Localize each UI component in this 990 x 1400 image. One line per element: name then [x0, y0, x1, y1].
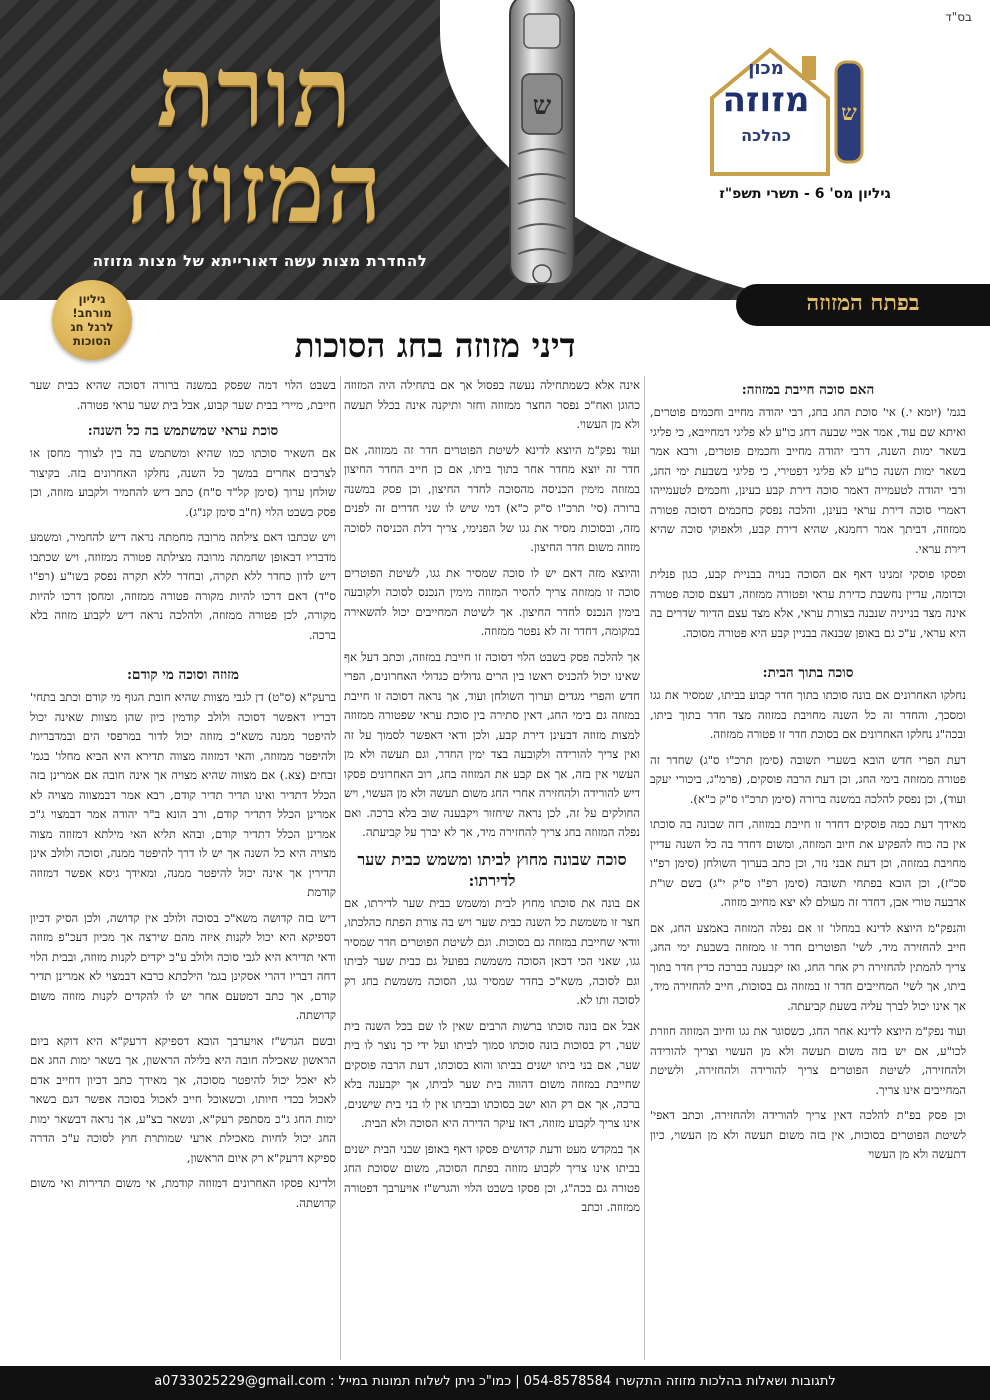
paragraph: דיש בזה קדושה משא"כ בסוכה ולולב אין קדושה, ולכן הסיק דכיון דספיקא היא יכול לקנות איזה מהם שירצה אך מכיון דעכ"פ מזוזה ודאי תדירא היא לגבי סוכה ולולב ע"כ יקדים לקנות מזוזה, ובבית הלוי דחה דבריו דהרי אסקינן בגמ' הילכתא כרבא דבמצוי לא אמרינן תדיר קודם, אך כתב דמטעם אחר יש לו להקדים לקנות מזוזה משום קדושתה.: [30, 910, 336, 1022]
section-heading: האם סוכה חייבת במזוזה:: [741, 382, 875, 398]
spacer: [30, 651, 336, 661]
section-heading: מזוזה וסוכה מי קודם:: [127, 667, 239, 683]
article-column-left: [30, 376, 336, 1360]
svg-text:ש: ש: [841, 100, 857, 126]
paragraph: והיוצא מזה דאם יש לו סוכה שמסיר את גגו, לשיטת הפוטרים סוכה זו ממזוזה צריך להסיר המזוזה מימין הנכנס לסוכה ולקובעה בימין הנכנס לחדר החיצון. אך לשיטת המחייבים יכול להשאירה במקומה, דחדר זה לא נפטר ממזוזה.: [344, 565, 640, 638]
paragraph: אינה אלא כשמתחילה נעשה בפסול אך אם בתחילה היה המזוזה כהוגן ואח"כ נפסר החצר ממזוזה וחזר ותיקנה אינה בכלל תעשה ולא מן העשוי.: [344, 378, 640, 431]
badge-line: גיליון: [78, 292, 106, 306]
paragraph: נחלקו האחרונים אם בונה סוכתו בתוך חדר קבוע בביתו, שמסיר את גגו ומסכך, והחדר זה כל השנה מחויבת במזוזה מצד חדר בתוך ביתו, ובכה"ג נחלקו האחרונים אם בסוכת חדר זו פטורה ממזוזה.: [650, 688, 966, 741]
paragraph: והנפק"מ היוצא לדינא במחלו' זו אם נפלה המזוזה באמצע החג, אם חייב להחזירה מיד, לשי' הפוטרים חדר זו ממזוזה בשבעת ימי החג, צריך להמתין להחזירה רק אחר החג, ואז יקבענה בברכה כדין חדר בתוך ביתו, אך לשי' המחייבים חדר זו במזוזה גם בסוכות, חייב להחזירה מיד, אך אינו יכול לברך עליה בשעת קביעתה.: [650, 920, 966, 1013]
section-heading: סוכה שבונה מחוץ לביתו ומשמש כבית שער לדירתו:: [357, 849, 627, 890]
paragraph: ועוד נפק"מ היוצא לדינא אחר החג, כשסוגר את גגו וחיוב המזוזה חוזרת לכו"ע, אם יש בזה משום תעשה ולא מן העשוי וצריך להורידה ולהחזירה, לשיטת הפוטרים צריך להורידה ולהחזירה, ולשיטת המחייבים אינו צריך.: [650, 1024, 966, 1097]
masthead-subtitle: להחדרת מצות עשה דאורייתא של מצות מזוזה: [92, 252, 428, 270]
expanded-issue-badge: [52, 280, 132, 360]
paragraph: ולדינא פסקו האחרונים דמזוזה קודמת, אי משום תדירות ואי משום קדושתה.: [30, 1176, 336, 1210]
paragraph: אם בונה את סוכתו מחוץ לבית ומשמש כבית שער לדירתו, אם חצר זו משמשת כל השנה כבית שער ויש בה צורת הפתח כהלכתו, וודאי שחייבת במזוזה גם בסוכות. וגם לשיטת הפוטרים חדר שמסיר גגו, שאני הכי דכאן הסוכה משמשת בפועל גם כבית שער לביתו וגם לסוכה, משא"כ בחדר שמסיר גגו, הסוכה משמשת בחג רק לסוכה ותו לא.: [344, 895, 640, 1007]
section-heading: סוכה בתוך הבית:: [762, 665, 854, 681]
issue-number: גיליון מס' 6 - תשרי תשפ"ז: [719, 186, 891, 202]
logo-text-bottom: כהלכה: [741, 126, 791, 145]
footer-bar: [0, 1366, 990, 1400]
column-divider: [644, 376, 645, 1360]
section-heading: סוכת עראי שמשתמש בה כל השנה:: [87, 423, 279, 439]
paragraph: מאידך דעת כמה פוסקים דחדר זו חייבת במזוזה, דזה שבונה בה סוכתו אין בה כוח להפקיע את חיוב המזוזה, ומשום דחדר בה כל השנה עדיין מחויבת במזוזה, וכן דעת אבני נזר, וכן כתב בערוך השולחן (סימן רפ"ו סכ"ז), וכן הובא בפתחי תשובה (סימן רפ"ו ס"ק י"ג) בשם שו"ת ארבעה טורי אבן, דחדר זה מעולם לא יצא מחיוב מזוזה.: [650, 817, 966, 909]
paragraph: ברעק"א (ס"ט) דן לגבי מצוות שהיא חובת הגוף מי קודם וכתב בתחי' דבריו דאפשר דסוכה ולולב קודמין כיון שהן מצוות שאינה יכול להיפטר ממנה משא"כ מזוזה יכול לדור במרפסי הים ובמדבריות ולהיפטר ממזוזה, והאי דמזוזה מצווה תדירא היא הביא מחלו' בגמ' זבחים (צא.) אם מצווה שהיא מצויה אך אינה חובה אם אמרינן בזה הכלל דתדיר ואינו תדיר תדיר קודם, רבא אמר דבמצווה מצויה לא אמרינן הכלל דתדיר קודם, ורב הונא ב"ר יהודה אמר דבמצוי ג"כ אמרינן הכלל דתדיר קודם, ובהא תליא האי מילתא דמזוזה מצוה מצויה היא כל השנה אך יש לו דרך להיפטר ממנה, וסוכה ולולב אינן תדירין אך אינה יכול להיפטר ממנה, ומאידך גיסא אפשר דמזוזה קודמת: [30, 690, 336, 899]
spacer: [650, 649, 966, 659]
paragraph: ופסקו פוסקי זמנינו דאף אם הסוכה בנויה בבניית קבע, כגון פנלית וכדומה, עדיין נחשבת כדירת עראי ופטורה ממזוזה, דעצם סוכה פטורה אינה מצד בנייניה שנבנה בצורת עראי, אלא מצד עצם הדיור שדרים בה היא עראי, ע"כ גם באופן שבנאה בבניין קבע היא פטורה מסוכה.: [650, 567, 966, 640]
article-column-right: [650, 376, 966, 1360]
institute-logo: [706, 42, 886, 182]
paragraph: אם השאיר סוכתו כמו שהיא ומשתמש בה בין לצורך מחסן או לצרכים אחרים במשך כל השנה, נחלקו האחרונים בזה. בקיצור שולחן ערוך (סימן קל"ד ס"ח) כתב דיש להחמיר ולקבוע מזוזה, וכן פסק בשבט הלוי (ח"ב סימן קנ"ג).: [30, 446, 336, 519]
paragraph: ובשם הגרש"ז אויערבך הובא דספיקא דרעק"א היא דוקא ביום הראשון שאכילה חובה היא בלילה הראשון, אך בשאר ימות החג אם לא יאכל יכול להיפטר מסוכה, אך מאידך כתב דכיון דחייב אדם לאכול בכדי חיותו, וכשאוכל חייב לאכול בסוכה אפשר דגם בשאר ימות החג ג"כ מסתפק רעק"א, ונשאר בצ"ע, אך נראה דבשאר ימות החג יכול לחיות מאכילת ארעי שמותרת חוץ לסוכה ע"כ הדרה ספיקא דרעק"א רק איום הראשון,: [30, 1033, 336, 1165]
paragraph: ועוד נפק"מ היוצא לדינא לשיטת הפוטרים חדר זה ממזוזה, אם חדר זה יוצא מחדר אחר בתוך ביתו, אם כן חייב החדר החיצון במזוזה מימין הכניסה מהסוכה לחדר החיצון, וכן פסק במשנה ברורה (סי' תרכ"ו ס"ק כ"א) דמי שיש לו שני חדרים זה לפנים מזה, ובסוכות מסיר את גגו של הפנימי, צריך דלת הכניסה לסוכה מזוזה משום חדר החיצון.: [344, 442, 640, 554]
paragraph: אך להלכה פסק בשבט הלוי דסוכה זו חייבת במזוזה, וכתב דעל אף שאינו יכול להכניס ראשו בין הרים גדולים כגדולי האחרונים, הפרי חדש והפרי מגדים וערוך השולחן ועוד, אך נראה דסוכה זו חייבת במזוזה גם בימי החג, דאין סתירה בין סוכת עראי שפטורה ממזוזה למצות מזוזה דבעינן דירת קבע, ולכן ודאי דאפשר לסמוך על זה ואין צריך להורידה ולקובעה בצד ימין החדר, וגם תעשה ולא מן העשוי אין בזה, אך אם קבע את המזוזה בחג, רוב האחרונים פסקו דיש להורידה ולהחזירה אחרי החג משום תעשה ולא מן העשוי, ויש החולקים על זה, לכן נראה שיחזור ויקבענה שוב בלא ברכה. ואם נפלה המזוזה בחג צריך להחזירה מיד, אך לא יברך על קביעתה.: [344, 649, 640, 839]
paragraph: דעת הפרי חדש הובא בשערי תשובה (סימן תרכ"ו ס"ג) שחדר זה פטורה ממזוזה בימי החג, וכן דעת הרבה פוסקים, (פרמ"ג, ביכורי יעקב ועוד), וכן נפסק להלכה במשנה ברורה (סימן תרכ"ו ס"ק כ"א).: [650, 752, 966, 806]
paragraph: וכן פסק בפ"ת להלכה דאין צריך להורידה ולהחזירה, וכתב דאפי' לשיטת הפוטרים בסוכות, אין בזה משום תעשה ולא מן העשוי, כיון דתעשה ולא מן העשוי: [650, 1108, 966, 1161]
paragraph: בשבט הלוי דמה שפסק במשנה ברורה דסוכה שהיא כבית שער חייבת, מיירי בבית שער קבוע, אבל בית שער עראי פטורה.: [30, 378, 336, 412]
section-tab-label: בפתח המזוזה: [806, 290, 920, 316]
badge-line: הסוכות: [73, 334, 111, 348]
article-column-middle: [344, 376, 640, 1360]
bsd-label: בס"ד: [945, 10, 972, 24]
masthead-title: תורת המזוזה: [126, 35, 384, 244]
logo-text-main: מזוזה: [722, 80, 810, 120]
column-divider: [340, 376, 341, 1360]
paragraph: בגמ' (יומא י.) אי' סוכת החג בחג, רבי יהודה מחייב וחכמים פוטרים, ואיתא שם עוד, אמר אביי שבעה דחג כו"ע לא פליגי דמחייבא, כי פליגי בשאר ימות השנה, דרבי יהודה מחייב וחכמים פוטרים, ורבא אמר בשאר ימות השנה כו"ע לא פליגי דפטירי, כי פליגי בשבעת ימי החג, ורבי יהודה לטעמייה דאמר סוכה דירת קבע בעינן, וחכמים לטעמייהו דאמרי סוכה דירת עראי בעינן, והלכה נפסק כחכמים דסוכה פטורה ממזוזה, דביתך אמר רחמנא, שהיא דירת קבע, ולאפוקי סוכה שהיא דירת עראי.: [650, 405, 966, 556]
logo-text-top: מכון: [748, 58, 784, 79]
badge-line: לרגל חג: [70, 320, 114, 334]
paragraph: אבל אם בונה סוכתו ברשות הרבים שאין לו שם בכל השנה בית שער, רק בסוכות בונה סוכתו סמוך לביתו ועל ידי כך נוצר לו בית שער, אם בני ביתו ישנים בביתו והוא בסוכתו, דעת הרבה פוסקים שחייבת במזוזה משום דהווה בית שער לביתו, אך יקבענה בלא ברכה, אך אם רק הוא ישב בסוכתו ובביתו אין לו בני בית שישנים, אינו צריך לקבוע מזוזה, דאז עיקר הדירה היא הסוכה ולא הבית.: [344, 1018, 640, 1130]
svg-text:ש: ש: [532, 91, 552, 121]
badge-line: מורחב!: [72, 306, 112, 320]
paragraph: אך במקדש מעט ודעת קדושים פסקו דאף באופן שבני הבית ישנים בביתו אינו צריך לקבוע מזוזה בפתח הסוכה, משום שסוכת החג פטורה גם בכה"ג, וכן פסקו בשבט הלוי והגרש"ז אויערבך דפטורה ממזוזה. וכתב: [344, 1141, 640, 1214]
mezuzah-case-icon: [492, 0, 592, 304]
footer-contact-text: לתגובות ושאלות בהלכות מזוזה התקשרו 054-8578584 | כמו"כ ניתן לשלוח תמונות במייל : a0733025229@gmail.com: [154, 1374, 836, 1389]
section-tab: [736, 284, 990, 326]
article-title: דיני מזוזה בחג הסוכות: [294, 326, 576, 365]
paragraph: ויש שכתבו דאם צילתה מרובה מחמתה נראה דיש להחמיר, ומשמע מדבריו דבאופן שחמתה מרובה מצילתה פטורה ממזוזה, ויש שכתבו דיש לדון כחדר ללא תקרה, ובחדר ללא תקרה נפסק בשו"ע (רפ"ו ס"ד) דאם דרכו להיות מקורה פטורה ממזוזה, ומחסן דרכו להיות מקורה, לכן פטורה ממזוזה, ולהלכה נראה דיש לקבוע מזוזה בלא ברכה.: [30, 530, 336, 642]
